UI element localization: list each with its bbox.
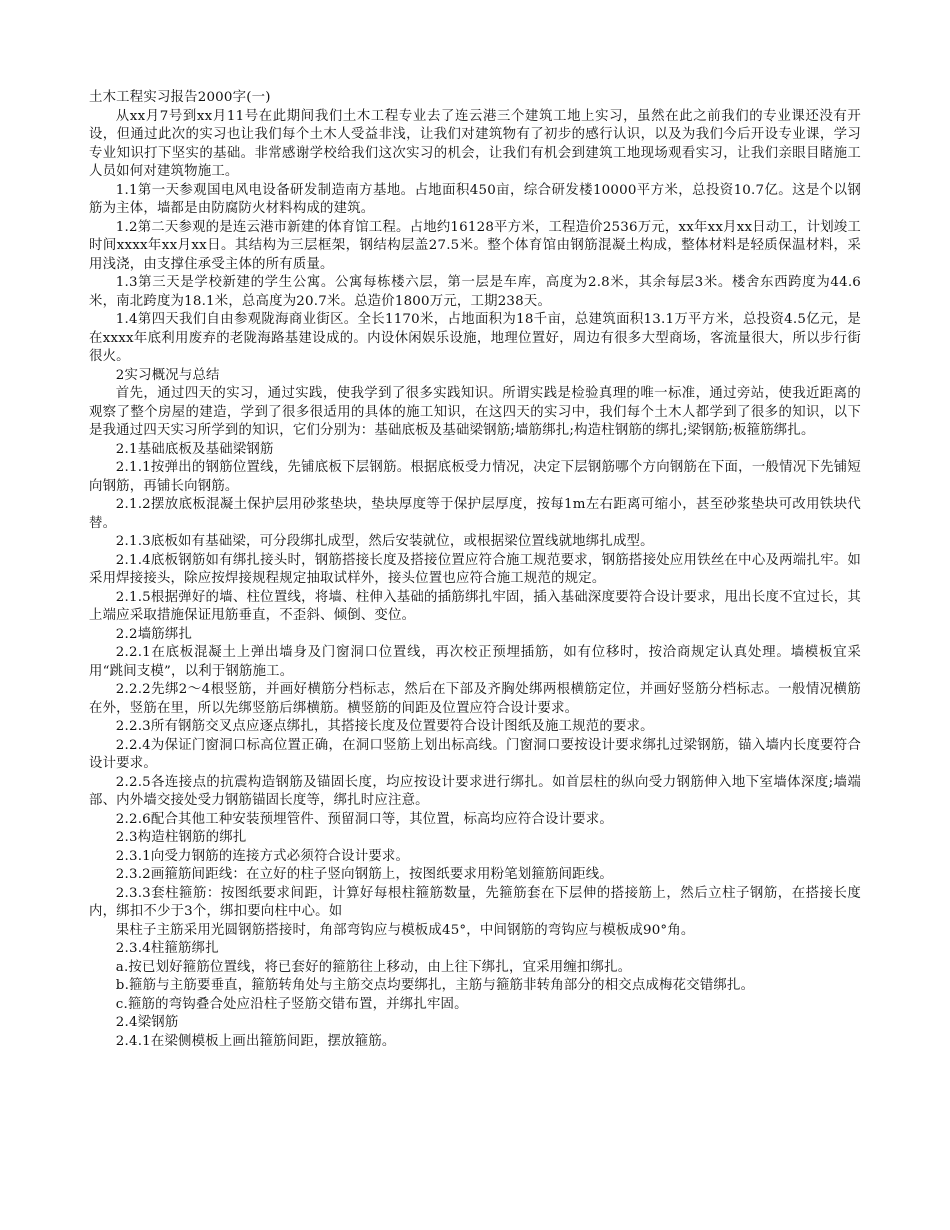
paragraph-2-2-2: 2.2.2先绑2～4根竖筋，并画好横筋分档标志，然后在下部及齐胸处绑两根横筋定位，并画好竖筋分档标志。一般情况横筋在外，竖筋在里，所以先绑竖筋后绑横筋。横竖筋的间距及位置应符合设计要求。 (89, 682, 861, 716)
paragraph-2-3-2: 2.3.2画箍筋间距线：在立好的柱子竖向钢筋上，按图纸要求用粉笔划箍筋间距线。 (115, 867, 613, 882)
section-heading-2-3-4: 2.3.4柱箍筋绑扎 (115, 941, 219, 956)
paragraph-2-3-3-continued: 果柱子主筋采用光圆钢筋搭接时，角部弯钩应与模板成45°，中间钢筋的弯钩应与模板成90°角。 (115, 922, 695, 938)
list-item-c: c.箍筋的弯钩叠合处应沿柱子竖筋交错布置，并绑扎牢固。 (115, 996, 468, 1012)
list-item-b: b.箍筋与主筋要垂直，箍筋转角处与主筋交点均要绑扎，主筋与箍筋非转角部分的相交点成梅花交错绑扎。 (115, 978, 755, 993)
paragraph-1-4: 1.4第四天我们自由参观陇海商业街区。全长1170米，占地面积为18千亩，总建筑面积13.1万平方米，总投资4.5亿元，是在xxxx年底利用废弃的老陇海路基建设成的。内设休闲娱乐设施，地理位置好，周边有很多大型商场，客流量很大，所以步行街很火。 (89, 312, 861, 364)
intro-paragraph: 从xx月7号到xx月11号在此期间我们土木工程专业去了连云港三个建筑工地上实习，虽然在此之前我们的专业课还没有开设，但通过此次的实习也让我们每个土木人受益非浅，让我们对建筑物有了初步的感行认识，以及为我们今后开设专业课，学习专业知识打下坚实的基础。非常感谢学校给我们这次实习的机会，让我们有机会到建筑工地现场观看实习，让我们亲眼目睹施工人员如何对建筑物施工。 (89, 108, 861, 179)
paragraph-2-1-2: 2.1.2摆放底板混凝土保护层用砂浆垫块，垫块厚度等于保护层厚度，按每1m左右距离可缩小，甚至砂浆垫块可改用铁块代替。 (89, 497, 861, 531)
section-heading-2: 2实习概况与总结 (115, 367, 220, 383)
paragraph-1-2: 1.2第二天参观的是连云港市新建的体育馆工程。占地约16128平方米，工程造价2536万元，xx年xx月xx日动工，计划竣工时间xxxx年xx月xx日。其结构为三层框架，钢结构层盖27.5米。整个体育馆由钢筋混凝土构成，整体材料是轻质保温材料，采用浅浇，由支撑住承受主体的所有质量。 (89, 219, 861, 272)
paragraph-2-3-1: 2.3.1向受力钢筋的连接方式必须符合设计要求。 (115, 848, 410, 864)
section-heading-2-1: 2.1基础底板及基础梁钢筋 (115, 441, 274, 457)
paragraph-2-2-4: 2.2.4为保证门窗洞口标高位置正确，在洞口竖筋上划出标高线。门窗洞口要按设计要求绑扎过梁钢筋，锚入墙内长度要符合设计要求。 (89, 737, 861, 771)
section-heading-2-4: 2.4梁钢筋 (115, 1015, 179, 1030)
paragraph-2-1-3: 2.1.3底板如有基础梁，可分段绑扎成型，然后安装就位，或根据梁位置线就地绑扎成型。 (115, 534, 654, 549)
paragraph-2-3-3: 2.3.3套柱箍筋：按图纸要求间距，计算好每根柱箍筋数量，先箍筋套在下层伸的搭接筋上，然后立柱子钢筋，在搭接长度内，绑扣不少于3个，绑扣要向柱中心。如 (89, 885, 861, 919)
summary-paragraph: 首先，通过四天的实习，通过实践，使我学到了很多实践知识。所谓实践是检验真理的唯一标准，通过旁站，使我近距离的观察了整个房屋的建造，学到了很多很适用的具体的施工知识，在这四天的实习中，我们每个土木人都学到了很多的知识，以下是我通过四天实习所学到的知识，它们分别为：基础底板及基础梁钢筋;墙筋绑扎;构造柱钢筋的绑扎;梁钢筋;板箍筋绑扎。 (89, 386, 861, 438)
paragraph-1-3: 1.3第三天是学校新建的学生公寓。公寓每栋楼六层，第一层是车库，高度为2.8米，其余每层3米。楼舍东西跨度为44.6米，南北跨度为18.1米，总高度为20.7米。总造价1800万元，工期238天。 (89, 275, 861, 309)
paragraph-2-1-5: 2.1.5根据弹好的墙、柱位置线，将墙、柱伸入基础的插筋绑扎牢固，插入基础深度要符合设计要求，甩出长度不宜过长，其上端应采取措施保证甩筋垂直，不歪斜、倾倒、变位。 (89, 589, 861, 623)
paragraph-1-1: 1.1第一天参观国电风电设备研发制造南方基地。占地面积450亩，综合研发楼10000平方米，总投资10.7亿。这是个以钢筋为主体，墙都是由防腐防火材料构成的建筑。 (89, 182, 861, 216)
paragraph-2-1-4: 2.1.4底板钢筋如有绑扎接头时，钢筋搭接长度及搭接位置应符合施工规范要求，钢筋搭接处应用铁丝在中心及两端扎牢。如采用焊接接头，除应按焊接规程规定抽取试样外，接头位置也应符合施工规范的规定。 (89, 552, 861, 586)
document-title: 土木工程实习报告2000字(一) (89, 90, 271, 105)
paragraph-2-4-1: 2.4.1在梁侧模板上画出箍筋间距，摆放箍筋。 (115, 1033, 396, 1049)
document-page (89, 89, 861, 1051)
section-heading-2-3: 2.3构造柱钢筋的绑扎 (115, 830, 247, 845)
paragraph-2-2-3: 2.2.3所有钢筋交叉点应逐点绑扎，其搭接长度及位置要符合设计图纸及施工规范的要求。 (115, 719, 654, 734)
section-heading-2-2: 2.2墙筋绑扎 (115, 626, 193, 642)
paragraph-2-2-6: 2.2.6配合其他工种安装预埋管件、预留洞口等，其位置，标高均应符合设计要求。 (115, 811, 613, 827)
paragraph-2-1-1: 2.1.1按弹出的钢筋位置线，先铺底板下层钢筋。根据底板受力情况，决定下层钢筋哪个方向钢筋在下面，一般情况下先铺短向钢筋，再铺长向钢筋。 (89, 460, 861, 494)
list-item-a: a.按已划好箍筋位置线，将已套好的箍筋往上移动，由上往下绑扎，宜采用缠扣绑扎。 (115, 959, 632, 975)
paragraph-2-2-5: 2.2.5各连接点的抗震构造钢筋及锚固长度，均应按设计要求进行绑扎。如首层柱的纵向受力钢筋伸入地下室墙体深度;墙端部、内外墙交接处受力钢筋锚固长度等，绑扎时应注意。 (89, 774, 861, 808)
paragraph-2-2-1: 2.2.1在底板混凝土上弹出墙身及门窗洞口位置线，再次校正预埋插筋，如有位移时，按洽商规定认真处理。墙模板宜采用“跳间支模”，以利于钢筋施工。 (89, 645, 861, 679)
